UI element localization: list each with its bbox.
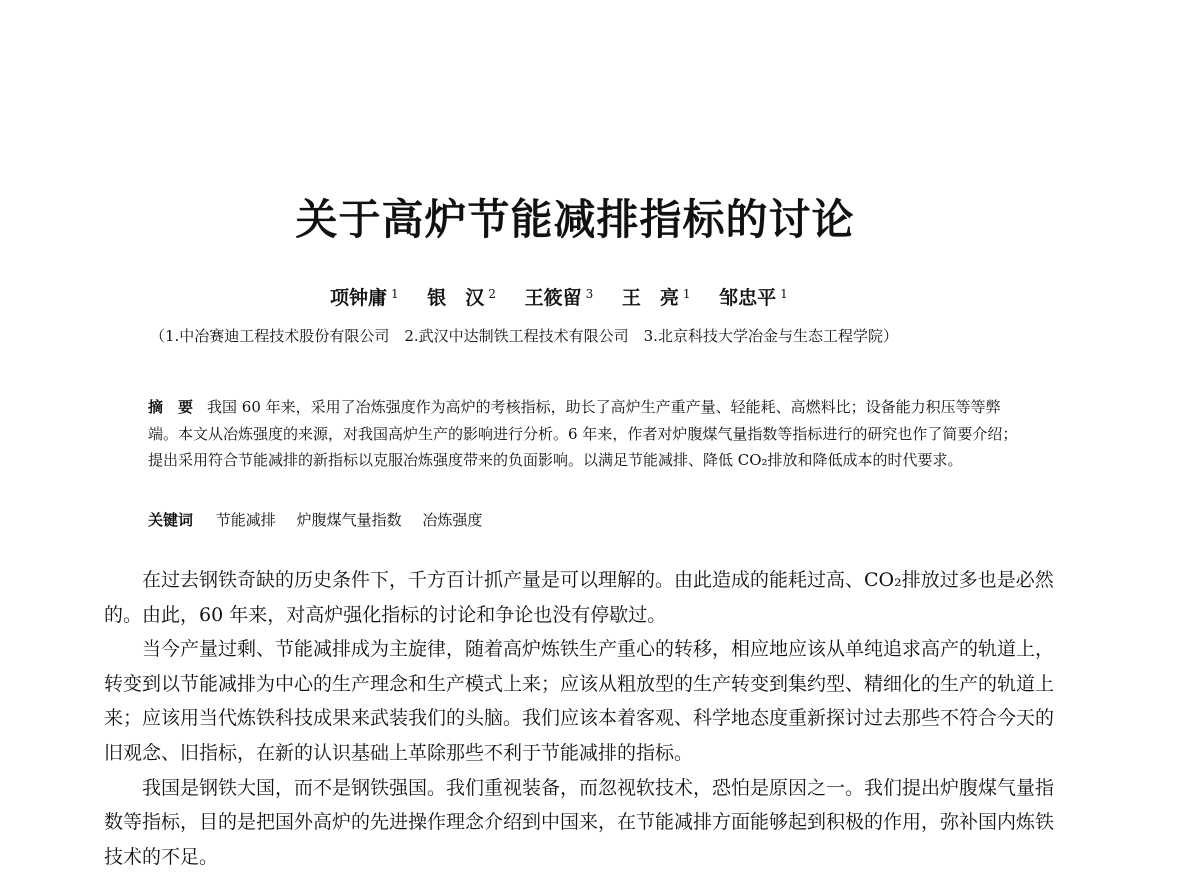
paragraph: 在过去钢铁奇缺的历史条件下，千方百计抓产量是可以理解的。由此造成的能耗过高、CO₂排放过多也是必然的。由此，60 年来，对高炉强化指标的讨论和争论也没有停歇过。 [104,569,1054,626]
keyword: 冶炼强度 [422,511,483,529]
author-name: 王筱留 [524,287,582,309]
keyword: 节能减排 [215,511,276,529]
abstract-text: 我国 60 年来，采用了冶炼强度作为高炉的考核指标，助长了高炉生产重产量、轻能耗、高燃料比；设备能力积压等等弊端。本文从冶炼强度的来源，对我国高炉生产的影响进行分析。6 年来，作者对炉腹煤气量指数等指标进行的研究也作了简要介绍；提出采用符合节能减排的新指标以克服冶炼强度带来的负面影响。以满足节能减排、降低 CO₂排放和降低成本的时代要求。 [148,398,1018,469]
author-list [330,283,810,313]
author-name: 王 亮 [621,287,679,309]
affiliation-mark: 1 [780,287,788,301]
keywords [148,507,498,533]
paragraph: 当今产量过剩、节能减排成为主旋律，随着高炉炼铁生产重心的转移，相应地应该从单纯追求高产的轨道上，转变到以节能减排为中心的生产理念和生产模式上来；应该从粗放型的生产转变到集约型、精细化的生产的轨道上来；应该用当代炼铁科技成果来武装我们的头脑。我们应该本着客观、科学地态度重新探讨过去那些不符合今天的旧观念、旧指标，在新的认识基础上革除那些不利于节能减排的指标。 [104,638,1055,764]
author-name: 银 汉 [427,287,485,309]
affiliation-mark: 1 [391,287,399,301]
keywords-label: 关键词 [148,511,194,529]
author [719,283,788,313]
keyword: 炉腹煤气量指数 [296,511,402,529]
author [427,283,496,313]
affiliation-mark: 1 [682,287,691,301]
author-name: 邹忠平 [719,287,777,309]
author-name: 项钟庸 [330,287,388,309]
abstract [148,394,1028,474]
author [622,283,691,313]
affiliation-mark: 3 [585,287,594,301]
affiliations: （1.中冶赛迪工程技术股份有限公司 2.武汉中达制铁工程技术有限公司 3.北京科技大学冶金与生态工程学院） [150,327,898,345]
body-text [104,563,1064,874]
author [330,283,399,313]
author [525,283,594,313]
affiliation-mark: 2 [488,287,496,301]
paper-title: 关于高炉节能减排指标的讨论 [295,195,855,244]
abstract-label: 摘 要 [148,398,194,416]
paragraph: 我国是钢铁大国，而不是钢铁强国。我们重视装备，而忽视软技术，恐怕是原因之一。我们提出炉腹煤气量指数等指标，目的是把国外高炉的先进操作理念介绍到中国来，在节能减排方面能够起到积极的作用，弥补国内炼铁技术的不足。 [104,776,1055,868]
